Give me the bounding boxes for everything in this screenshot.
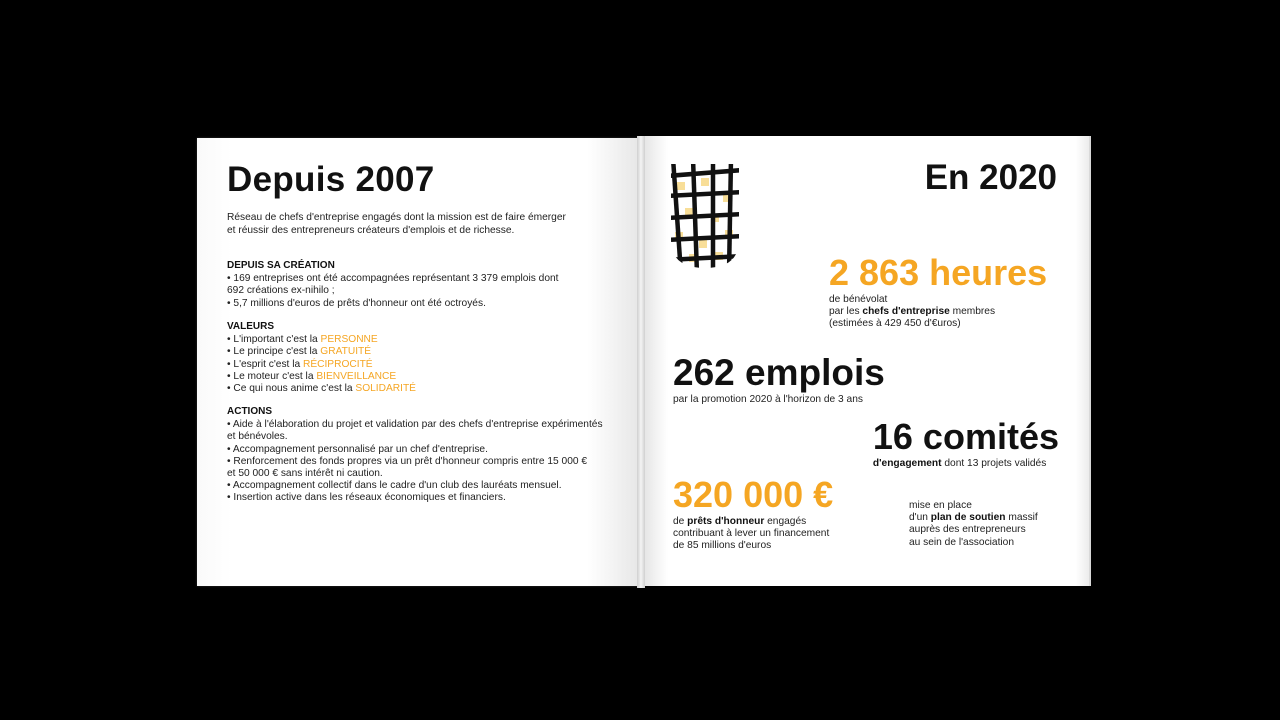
- list-item: et 50 000 € sans intérêt ni caution.: [227, 468, 383, 480]
- list-item: • Accompagnement collectif dans le cadre d'un club des lauréats mensuel.: [227, 480, 562, 492]
- section-heading: ACTIONS: [227, 406, 272, 417]
- intro-line: et réussir des entrepreneurs créateurs d'emplois et de richesse.: [227, 225, 515, 236]
- list-item: • 5,7 millions d'euros de prêts d'honneur ont été octroyés.: [227, 297, 486, 309]
- value-highlight: BIENVEILLANCE: [316, 370, 397, 382]
- list-item: • Le principe c'est la GRATUITÉ: [227, 346, 372, 358]
- soutien-caption: mise en place d'un plan de soutien massif auprès des entrepreneurs au sein de l'association: [909, 500, 1038, 548]
- stat-value: 16 comités: [872, 416, 1059, 457]
- list-item: • Le moteur c'est la BIENVEILLANCE: [227, 370, 397, 382]
- grid-pattern-icon: [671, 164, 739, 268]
- right-page: [641, 136, 1091, 586]
- list-item: • Accompagnement personnalisé par un chef d'entreprise.: [227, 443, 488, 455]
- value-highlight: SOLIDARITÉ: [355, 383, 416, 395]
- value-highlight: GRATUITÉ: [320, 346, 372, 358]
- stat-heures: [829, 252, 1047, 331]
- stat-caption: par la promotion 2020 à l'horizon de 3 ans: [673, 394, 863, 405]
- stat-prets: [673, 474, 833, 553]
- section-creation: [227, 260, 627, 310]
- list-item: • L'esprit c'est la RÉCIPROCITÉ: [227, 358, 373, 370]
- section-valeurs: [227, 321, 627, 395]
- left-page: [197, 138, 641, 586]
- list-item: • Aide à l'élaboration du projet et validation par des chefs d'entreprise expérimentés: [227, 419, 603, 431]
- intro-text: [227, 211, 587, 237]
- stat-emplois: [673, 352, 885, 406]
- stat-caption: de bénévolat par les chefs d'entreprise membres (estimées à 429 450 d'€uros): [829, 294, 996, 330]
- book-spine: [637, 136, 645, 588]
- section-heading: VALEURS: [227, 321, 275, 332]
- list-item: • 169 entreprises ont été accompagnées représentant 3 379 emplois dont: [227, 273, 559, 285]
- stat-value: 262 emplois: [673, 352, 885, 393]
- list-item: • L'important c'est la PERSONNE: [227, 334, 378, 346]
- stat-value: 2 863 heures: [829, 252, 1048, 293]
- list-item: • Ce qui nous anime c'est la SOLIDARITÉ: [227, 383, 416, 395]
- value-highlight: PERSONNE: [320, 334, 378, 346]
- list-item: 692 créations ex-nihilo ;: [227, 285, 335, 297]
- left-page-title: Depuis 2007: [227, 160, 435, 199]
- list-item: • Renforcement des fonds propres via un prêt d'honneur compris entre 15 000 €: [227, 455, 588, 467]
- stat-value: 320 000 €: [673, 474, 834, 515]
- list-item: • Insertion active dans les réseaux économiques et financiers.: [227, 492, 506, 504]
- section-actions: [227, 406, 627, 505]
- value-highlight: RÉCIPROCITÉ: [302, 358, 373, 370]
- stat-comites: [873, 416, 1059, 470]
- section-heading: DEPUIS SA CRÉATION: [227, 260, 335, 271]
- brochure-spread: [197, 136, 1090, 588]
- list-item: et bénévoles.: [227, 431, 288, 443]
- stat-caption: d'engagement dont 13 projets validés: [872, 458, 1047, 469]
- intro-line: Réseau de chefs d'entreprise engagés dont la mission est de faire émerger: [227, 212, 566, 223]
- right-page-title: En 2020: [924, 158, 1057, 197]
- stat-caption: de prêts d'honneur engagés contribuant à lever un financement de 85 millions d'euros: [673, 516, 830, 552]
